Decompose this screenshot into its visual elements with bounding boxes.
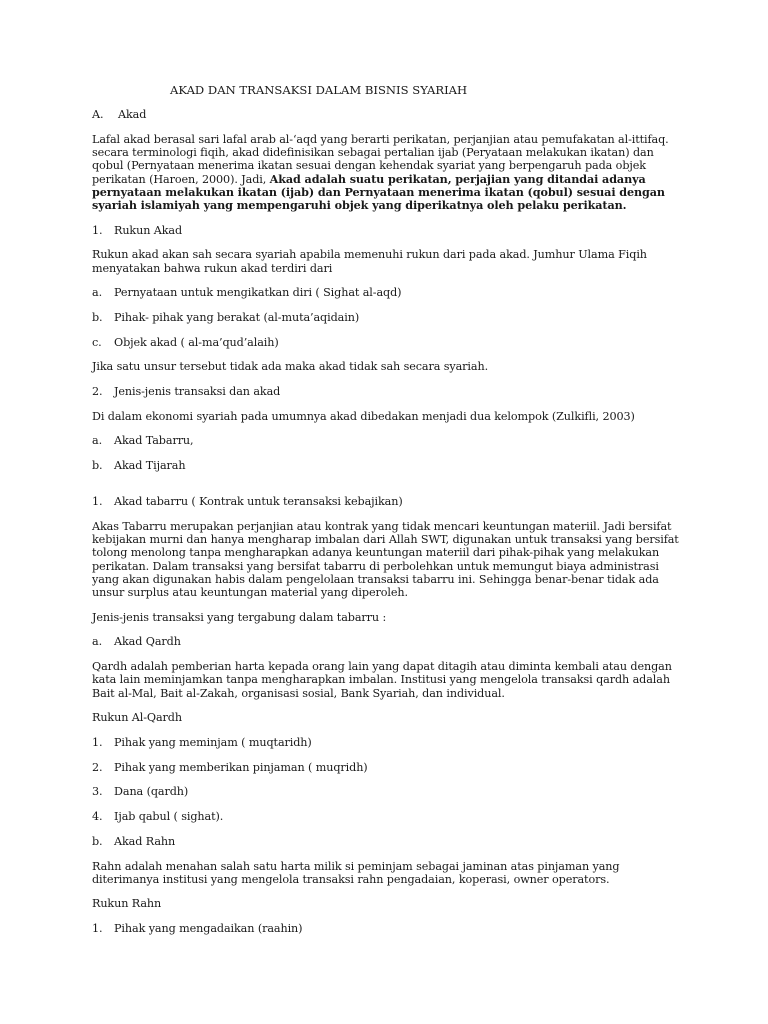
list-marker: c.: [92, 335, 102, 349]
list-label: Dana (qardh): [114, 785, 189, 799]
list-label: Akad Tijarah: [114, 459, 186, 473]
list-label: Pihak yang memberikan pinjaman ( muqridh): [114, 760, 368, 774]
list-marker: b.: [92, 459, 103, 473]
heading-akad-rahn: [92, 835, 682, 848]
intro-paragraph: [92, 133, 682, 212]
rukun-akad-paragraph: Rukun akad akan sah secara syariah apabila memenuhi rukun dari pada akad. Jumhur Ulama Fiqih menyatakan bahwa rukun akad terdiri dari: [92, 248, 647, 275]
heading-label: Rukun Akad: [114, 223, 183, 237]
heading-rukun-akad: [92, 224, 682, 237]
list-item: [92, 761, 682, 774]
list-item: [92, 286, 682, 299]
heading-marker: 1.: [92, 495, 103, 509]
heading-label: Jenis-jenis transaksi dan akad: [114, 385, 281, 399]
intro-definition-bold: Akad adalah suatu perikatan, perjajian yang ditandai adanya pernyataan melakukan ikatan (ijab) dan Pernyataan menerima ikatan (qobul) sesuai dengan syariah islamiyah yang mempengaruhi objek yang diperikatnya oleh pelaku perikatan.: [92, 171, 665, 212]
rukun-note-paragraph: Jika satu unsur tersebut tidak ada maka akad tidak sah secara syariah.: [92, 360, 489, 374]
list-label: Pihak- pihak yang berakat (al-muta’aqidain): [114, 310, 360, 324]
list-item: [92, 336, 682, 349]
heading-label: Akad Rahn: [114, 834, 176, 848]
heading-marker: 1.: [92, 223, 103, 237]
list-marker: 1.: [92, 736, 103, 749]
list-item: [92, 434, 682, 447]
list-label: Objek akad ( al-ma’qud’alaih): [114, 335, 279, 349]
list-item: [92, 736, 682, 749]
heading-marker: 2.: [92, 385, 103, 399]
rahn-paragraph: Rahn adalah menahan salah satu harta milik si peminjam sebagai jaminan atas pinjaman yang diterimanya institusi yang mengelola transaksi rahn pengadaian, koperasi, owner operators.: [92, 859, 620, 886]
list-marker: 1.: [92, 922, 103, 936]
list-marker: a.: [92, 434, 103, 448]
heading-jenis-transaksi: [92, 385, 682, 398]
heading-akad-qardh: [92, 635, 682, 648]
jenis-paragraph: Di dalam ekonomi syariah pada umumnya akad dibedakan menjadi dua kelompok (Zulkifli, 2003): [92, 409, 635, 423]
heading-marker: a.: [92, 635, 103, 649]
heading-label: Akad tabarru ( Kontrak untuk teransaksi kebajikan): [114, 495, 403, 509]
section-heading-akad: [92, 108, 682, 121]
list-marker: 4.: [92, 810, 103, 824]
document-title: AKAD DAN TRANSAKSI DALAM BISNIS SYARIAH: [170, 83, 468, 97]
intro-text: Lafal akad berasal sari lafal arab al-‘aqd yang berarti perikatan, perjanjian atau pemufakatan al-ittifaq. secara terminologi fiqih, akad didefinisikan sebagai pertalian ijab (Peryataan melakukan ikatan) dan qobul (Pernyataan menerima ikatan sesuai dengan kehendak syariat yang berpengaruh pada objek perikatan (Haroen, 2000). Jadi,: [92, 132, 669, 186]
heading-label: Akad Qardh: [114, 635, 181, 649]
list-marker: 3.: [92, 785, 103, 799]
list-item: [92, 922, 682, 935]
qardh-paragraph: Qardh adalah pemberian harta kepada orang lain yang dapat ditagih atau diminta kembali atau dengan kata lain meminjamkan tanpa mengharapkan imbalan. Institusi yang mengelola transaksi qardh adalah Bait al-Mal, Bait al-Zakah, organisasi sosial, Bank Syariah, dan individual.: [92, 660, 672, 700]
list-label: Ijab qabul ( sighat).: [114, 810, 224, 824]
tabarru-paragraph: Akas Tabarru merupakan perjanjian atau kontrak yang tidak mencari keuntungan materiil. Jadi bersifat kebijakan murni dan hanya mengharap imbalan dari Allah SWT, digunakan untuk transaksi yang bersifat tolong menolong tanpa mengharapkan adanya keuntungan materiil dari pihak-pihak yang melakukan perikatan. Dalam transaksi yang bersifat tabarru di perbolehkan untuk memungut biaya administrasi yang akan digunakan habis dalam pengelolaan transaksi tabarru ini. Sehingga benar-benar tidak ada unsur surplus atau keuntungan material yang diperoleh.: [92, 520, 679, 600]
list-item: [92, 311, 682, 324]
list-item: [92, 459, 682, 472]
section-marker: A.: [92, 108, 104, 122]
list-label: Pernyataan untuk mengikatkan diri ( Sighat al-aqd): [114, 286, 402, 300]
list-marker: a.: [92, 286, 103, 300]
list-item: [92, 785, 682, 798]
tabarru-list-intro: Jenis-jenis transaksi yang tergabung dalam tabarru :: [92, 610, 387, 624]
heading-akad-tabarru: [92, 495, 682, 508]
list-label: Pihak yang mengadaikan (raahin): [114, 922, 303, 936]
section-label: Akad: [118, 108, 147, 122]
list-label: Akad Tabarru,: [114, 434, 194, 448]
list-label: Pihak yang meminjam ( muqtaridh): [114, 736, 312, 749]
list-marker: 2.: [92, 760, 103, 774]
rukun-qardh-title: Rukun Al-Qardh: [92, 711, 182, 725]
list-marker: b.: [92, 310, 103, 324]
document-content: [92, 84, 682, 947]
heading-marker: b.: [92, 834, 103, 848]
rukun-rahn-title: Rukun Rahn: [92, 897, 162, 911]
list-item: [92, 810, 682, 823]
